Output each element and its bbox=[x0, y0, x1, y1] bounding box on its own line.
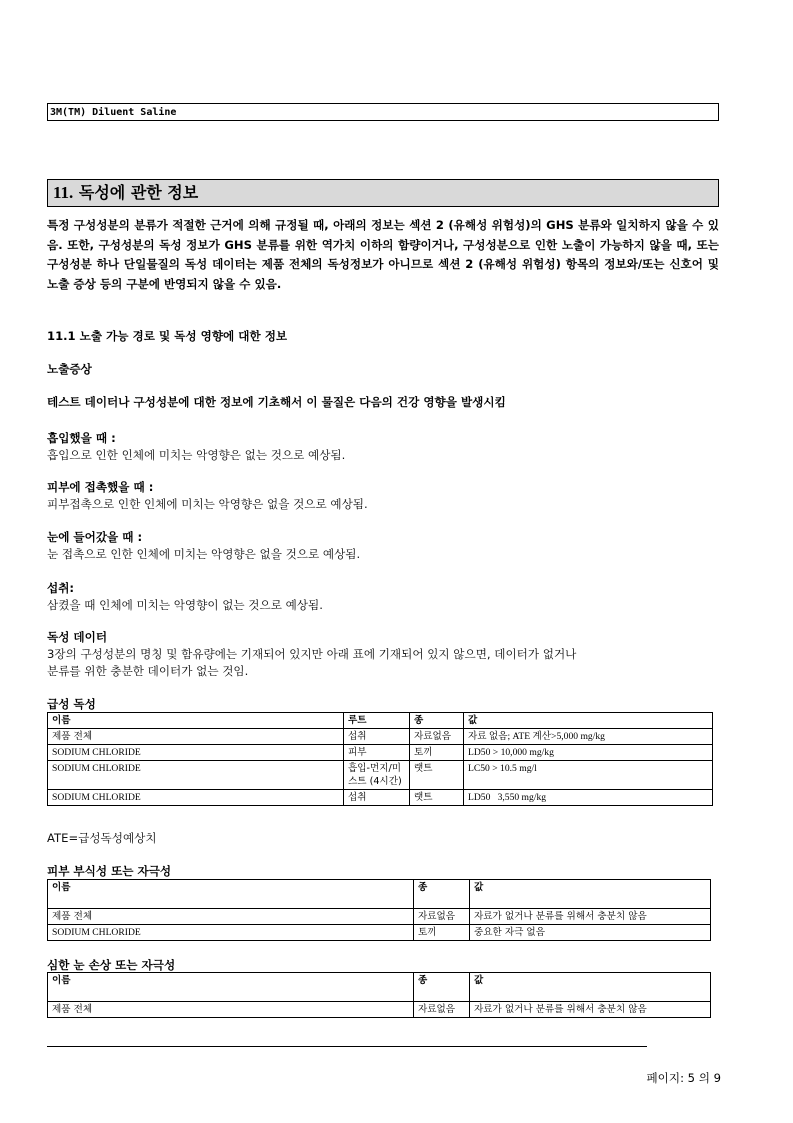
col-header: 이름 bbox=[48, 973, 414, 1002]
eye-contact-text: 눈 접촉으로 인한 인체에 미치는 악영향은 없을 것으로 예상됨. bbox=[47, 547, 361, 561]
table-row bbox=[48, 790, 713, 806]
table-cell: LD50 > 10,000 mg/kg bbox=[464, 745, 713, 761]
section-title: 독성에 관한 정보 bbox=[78, 183, 199, 202]
acute-tox-heading: 급성 독성 bbox=[47, 697, 96, 711]
table-cell: 피부 bbox=[344, 745, 410, 761]
table-cell: 제품 전체 bbox=[48, 1002, 414, 1018]
ingestion-text: 삼켰을 때 인체에 미치는 악영향이 없는 것으로 예상됨. bbox=[47, 598, 323, 612]
table-cell: 랫트 bbox=[410, 790, 464, 806]
table-cell: LD50 3,550 mg/kg bbox=[464, 790, 713, 806]
inhalation-heading: 흡입했을 때 : bbox=[47, 431, 116, 445]
skin-irritation-table bbox=[47, 879, 711, 941]
table-cell: 토끼 bbox=[410, 745, 464, 761]
table-row bbox=[48, 925, 711, 941]
col-header: 값 bbox=[470, 880, 711, 909]
table-cell: SODIUM CHLORIDE bbox=[48, 745, 344, 761]
acute-tox-table bbox=[47, 712, 713, 806]
ate-note: ATE=급성독성예상치 bbox=[47, 831, 157, 845]
table-row bbox=[48, 909, 711, 925]
eye-damage-table bbox=[47, 972, 711, 1018]
col-header: 루트 bbox=[344, 713, 410, 729]
tox-data-text-1: 3장의 구성성분의 명칭 및 함유량에는 기재되어 있지만 아래 표에 기재되어 있지 않으면, 데이터가 없거나 bbox=[47, 647, 577, 661]
table-header-row bbox=[48, 713, 713, 729]
table-header-row bbox=[48, 880, 711, 909]
footer-divider bbox=[47, 1046, 647, 1047]
symptoms-heading: 노출증상 bbox=[47, 362, 92, 376]
table-cell: 자료가 없거나 분류를 위해서 충분치 않음 bbox=[470, 1002, 711, 1018]
section-header bbox=[47, 179, 719, 207]
ingestion-heading: 섭취: bbox=[47, 581, 75, 595]
col-header: 값 bbox=[470, 973, 711, 1002]
skin-irritation-heading: 피부 부식성 또는 자극성 bbox=[47, 864, 172, 878]
col-header: 종 bbox=[410, 713, 464, 729]
col-header: 이름 bbox=[48, 713, 344, 729]
table-cell: 섭취 bbox=[344, 729, 410, 745]
table-cell: 섭취 bbox=[344, 790, 410, 806]
table-cell: 중요한 자극 없음 bbox=[470, 925, 711, 941]
section-number: 11. bbox=[53, 183, 74, 202]
page-number: 페이지: 5 의 9 bbox=[646, 1071, 721, 1085]
subsection-11-1-heading: 11.1 노출 가능 경로 및 독성 영향에 대한 정보 bbox=[47, 329, 288, 343]
skin-contact-text: 피부접촉으로 인한 인체에 미치는 악영향은 없을 것으로 예상됨. bbox=[47, 497, 368, 511]
table-cell: SODIUM CHLORIDE bbox=[48, 925, 414, 941]
table-cell: SODIUM CHLORIDE bbox=[48, 761, 344, 790]
inhalation-text: 흡입으로 인한 인체에 미치는 악영향은 없는 것으로 예상됨. bbox=[47, 448, 346, 462]
tox-data-heading: 독성 데이터 bbox=[47, 630, 108, 644]
col-header: 값 bbox=[464, 713, 713, 729]
table-cell: 자료없음 bbox=[414, 909, 470, 925]
col-header: 종 bbox=[414, 973, 470, 1002]
symptoms-statement: 테스트 데이터나 구성성분에 대한 정보에 기초해서 이 물질은 다음의 건강 영향을 발생시킴 bbox=[47, 395, 506, 409]
table-cell: 자료가 없거나 분류를 위해서 충분치 않음 bbox=[470, 909, 711, 925]
table-cell: 자료없음 bbox=[410, 729, 464, 745]
skin-contact-heading: 피부에 접촉했을 때 : bbox=[47, 480, 154, 494]
table-row bbox=[48, 1002, 711, 1018]
col-header: 종 bbox=[414, 880, 470, 909]
table-cell: 자료 없음; ATE 계산>5,000 mg/kg bbox=[464, 729, 713, 745]
table-cell: 제품 전체 bbox=[48, 729, 344, 745]
intro-paragraph: 특정 구성성분의 분류가 적절한 근거에 의해 규정될 때, 아래의 정보는 섹션 2 (유해성 위험성)의 GHS 분류와 일치하지 않을 수 있음. 또한, 구성성분의 독성 정보가 GHS 분류를 위한 역가치 이하의 함량이거나, 구성성분으로 인한 노출이 가능하지 않을 때, 또는 구성성분 하나 단일물질의 독성 데이터는 제품 전체의 독성정보가 아니므로 섹션 2 (유해성 위험성) 항목의 정보와/또는 신호어 및 노출 증상 등의 구분에 반영되지 않을 수 있음. bbox=[47, 218, 719, 291]
table-row bbox=[48, 729, 713, 745]
product-name: 3M(TM) Diluent Saline bbox=[50, 107, 177, 118]
table-cell: 흡입-먼지/미스트 (4시간) bbox=[344, 761, 410, 790]
table-cell: SODIUM CHLORIDE bbox=[48, 790, 344, 806]
table-row bbox=[48, 745, 713, 761]
col-header: 이름 bbox=[48, 880, 414, 909]
table-cell: 토끼 bbox=[414, 925, 470, 941]
table-cell: 제품 전체 bbox=[48, 909, 414, 925]
product-name-box bbox=[47, 103, 719, 121]
tox-data-text-2: 분류를 위한 충분한 데이터가 없는 것임. bbox=[47, 664, 249, 678]
table-header-row bbox=[48, 973, 711, 1002]
table-row bbox=[48, 761, 713, 790]
eye-contact-heading: 눈에 들어갔을 때 : bbox=[47, 530, 143, 544]
table-cell: LC50 > 10.5 mg/l bbox=[464, 761, 713, 790]
table-cell: 자료없음 bbox=[414, 1002, 470, 1018]
table-cell: 랫트 bbox=[410, 761, 464, 790]
eye-damage-heading: 심한 눈 손상 또는 자극성 bbox=[47, 958, 176, 972]
